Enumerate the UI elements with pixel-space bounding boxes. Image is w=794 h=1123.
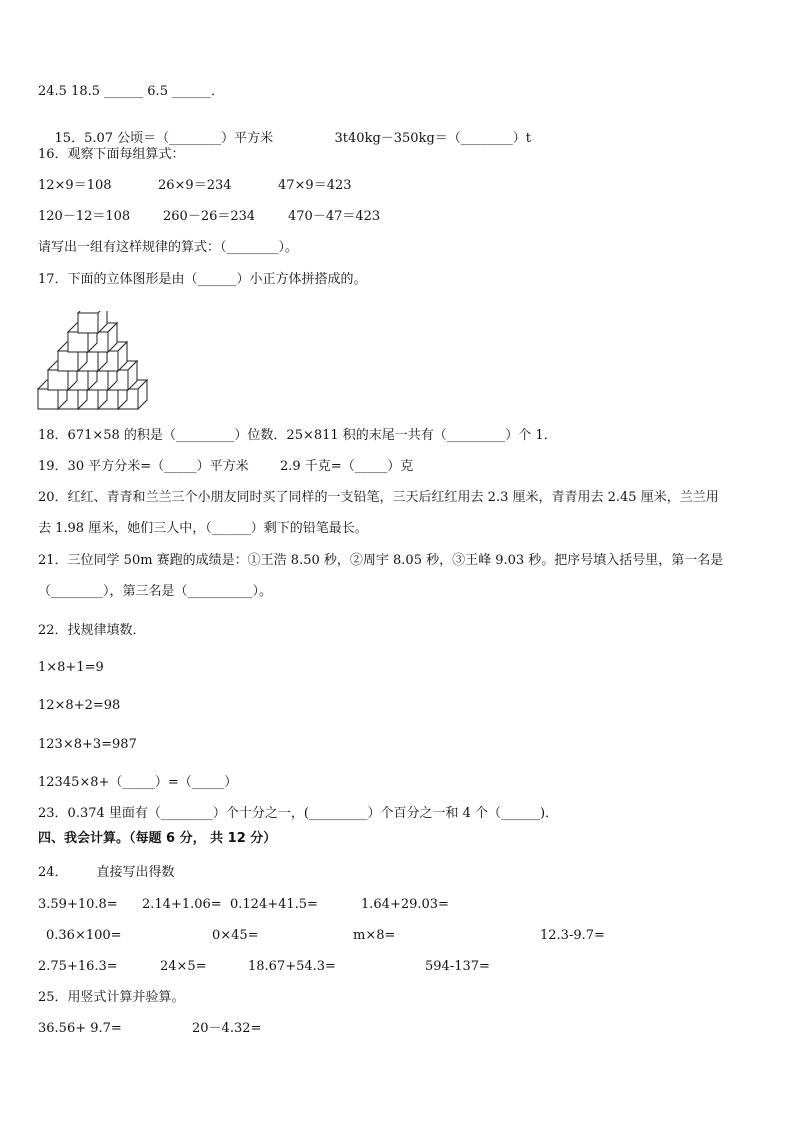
text: 12.3-9.7= [540,928,605,943]
q16-title: 16．观察下面每组算式： [38,147,185,162]
q16-row2-a [38,209,130,225]
q24-r2-c [353,928,395,944]
q24-r1-d [361,897,449,913]
q24-r2-a [46,928,122,944]
question-16 [38,147,185,163]
text: 12×9＝108 [38,178,112,193]
text: 26×9＝234 [158,178,232,193]
question-21-line1 [38,553,723,569]
text: 24×5= [160,959,207,974]
question-22 [38,623,146,639]
text: 去 1.98 厘米，她们三人中，（______）剩下的铅笔最长。 [38,521,368,536]
text: 四、我会计算。（每题 6 分， 共 12 分） [38,831,277,846]
question-23 [38,806,558,822]
q16-row1-a [38,178,112,194]
stacked-cubes-figure [36,311,166,411]
text: 20．红红、青青和兰兰三个小朋友同时买了同样的一支铅笔，三天后红红用去 2.3 厘米，青青用去 2.45 厘米，兰兰用 [38,490,719,505]
question-19-a [38,459,249,475]
question-20-line1 [38,490,719,506]
text: 19．30 平方分米=（_____）平方米 [38,459,249,474]
q24-r1-b [142,897,222,913]
q22-line-a [38,660,104,676]
text: 24． 直接写出得数 [38,865,175,880]
q22-line-b [38,698,120,714]
text: 22．找规律填数． [38,623,146,638]
q24-r3-c [248,959,336,975]
q16-row2-b [163,209,255,225]
text: 21．三位同学 50m 赛跑的成绩是：①王浩 8.50 秒，②周宇 8.05 秒，③王峰 9.03 秒。把序号填入括号里，第一名是 [38,553,724,568]
text: 1.64+29.03= [361,897,449,912]
text: 3.59+10.8= [38,897,118,912]
q24-r3-d [425,959,490,975]
text: （________），第三名是（__________）。 [38,584,273,599]
text: 1×8+1=9 [38,660,104,675]
q16-row1-b [158,178,232,194]
q25-b [192,1021,261,1037]
text: 470－47＝423 [288,209,381,224]
text: 123×8+3=987 [38,737,137,752]
question-21-line2 [38,584,272,600]
text: 23．0.374 里面有（________）个十分之一，(_________）个百分之一和 4 个（______)． [38,806,559,821]
question-19-b [280,459,413,475]
q24-r1-c [230,897,318,913]
text: 12345×8+（_____）=（_____） [38,775,238,790]
question-18 [38,428,557,444]
q16-ask [38,240,298,256]
text: 36.56+ 9.7= [38,1021,122,1036]
text: 请写出一组有这样规律的算式：（________）。 [38,240,299,255]
text: 120－12＝108 [38,209,131,224]
text: 260－26＝234 [163,209,256,224]
q24-r3-b [160,959,207,975]
q24-r2-b [212,928,259,944]
text: 24.5 18.5 ______ 6.5 ______． [38,84,225,99]
q15-part-a: 15．5.07 公顷＝（________）平方米 [54,131,274,146]
q15-part-b: 3t40kg－350kg＝（________）t [334,131,532,146]
q24-r3-a [38,959,118,975]
section-4-heading [38,831,276,847]
text: 594-137= [425,959,490,974]
text: 47×9＝423 [278,178,352,193]
question-25 [38,990,185,1006]
q22-line-d [38,775,237,791]
q16-row1-c [278,178,352,194]
text: 25．用竖式计算并验算。 [38,990,185,1005]
q25-a [38,1021,122,1037]
q24-r2-d [540,928,605,944]
q14-continuation [38,84,224,100]
q22-line-c [38,737,137,753]
question-17 [38,272,367,288]
q24-r1-a [38,897,118,913]
question-24 [38,865,174,881]
text: 2.14+1.06= [142,897,222,912]
text: 12×8+2=98 [38,698,121,713]
question-15-b [318,115,531,163]
text: m×8= [353,928,396,943]
text: 18．671×58 的积是（_________）位数．25×811 积的末尾一共有（_________）个 1． [38,428,557,443]
text: 2.75+16.3= [38,959,118,974]
text: 17．下面的立体图形是由（______）小正方体拼搭成的。 [38,272,367,287]
q16-row2-c [288,209,380,225]
question-20-line2 [38,521,368,537]
text: 0×45= [212,928,259,943]
text: 20－4.32= [192,1021,262,1036]
text: 18.67+54.3= [248,959,336,974]
text: 0.124+41.5= [230,897,318,912]
text: 2.9 千克=（_____）克 [280,459,414,474]
text: 0.36×100= [46,928,122,943]
